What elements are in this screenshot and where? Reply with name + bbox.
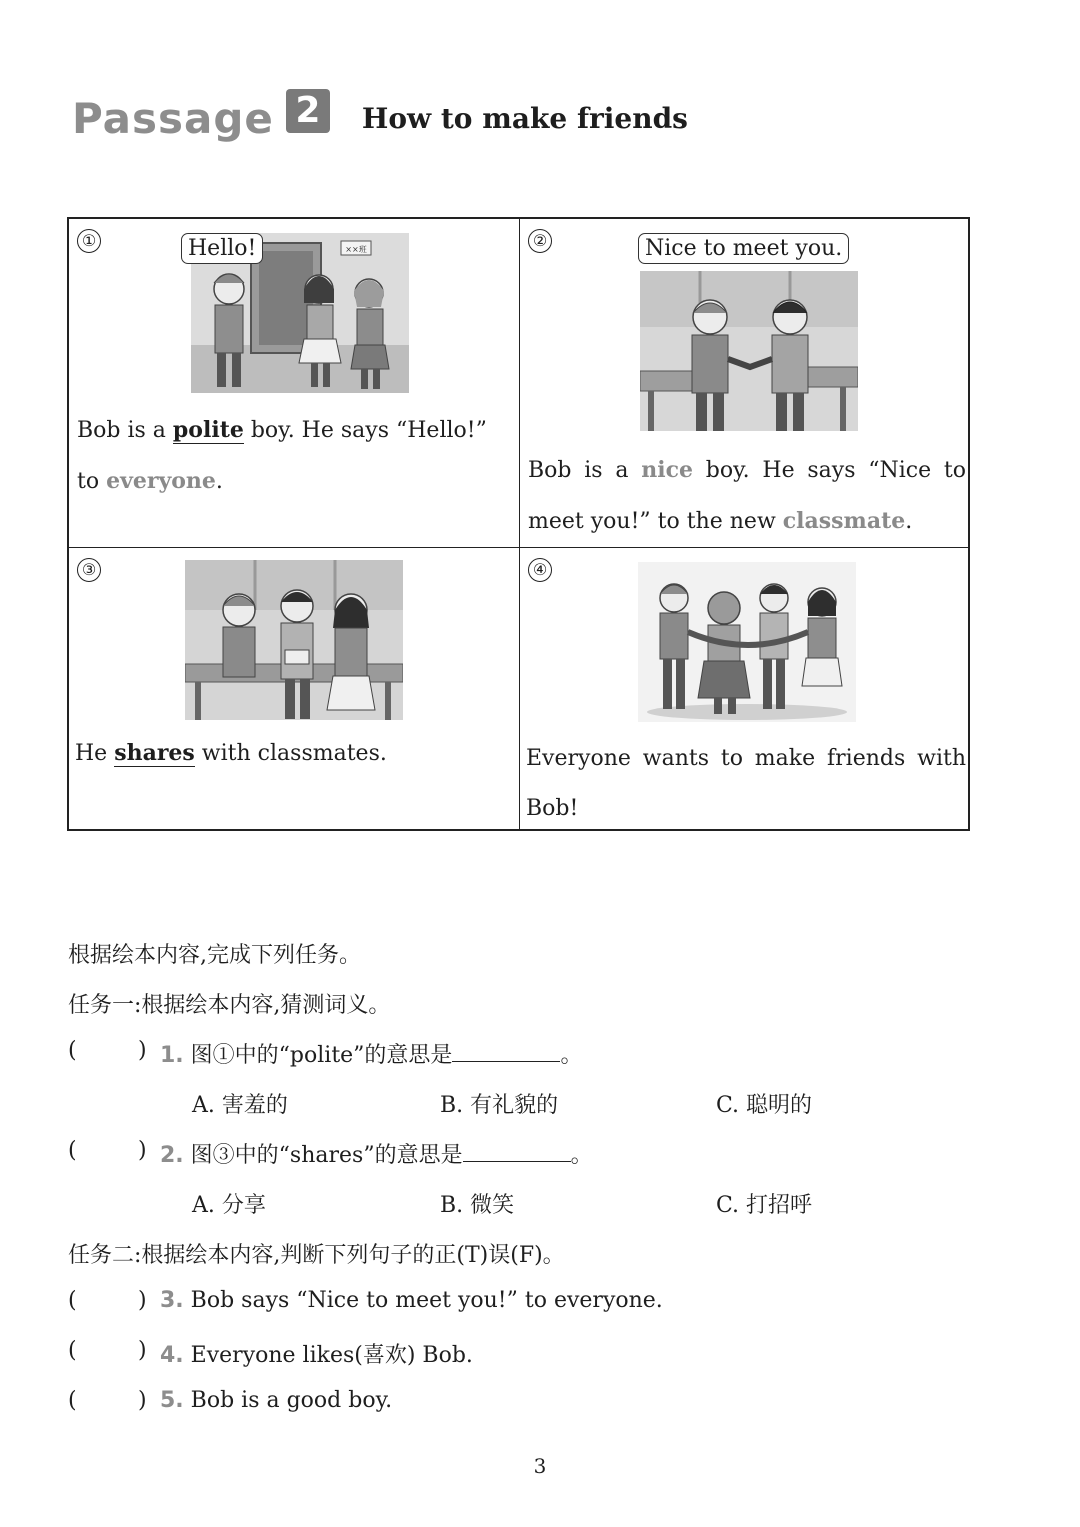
keyword-everyone: everyone bbox=[106, 468, 216, 494]
panel-number: ① bbox=[77, 229, 101, 253]
option-a[interactable]: A. 分享 bbox=[192, 1193, 266, 1218]
passage-label: Passage bbox=[72, 93, 274, 143]
passage-title: How to make friends bbox=[361, 101, 688, 135]
answer-paren[interactable]: ( ) bbox=[68, 1388, 147, 1413]
panel-number: ② bbox=[528, 229, 552, 253]
question-number: 3. bbox=[160, 1288, 184, 1313]
panel-text: Everyone wants to make friends with Bob! bbox=[526, 746, 966, 821]
passage-header bbox=[72, 88, 688, 148]
panel-text: He shares with classmates. bbox=[75, 740, 387, 766]
comic-grid bbox=[67, 217, 970, 831]
panel-text: Bob is a nice boy. He says “Nice to meet you!” to the new classmate. bbox=[528, 457, 966, 534]
panel-1 bbox=[69, 219, 520, 548]
speech-bubble: Nice to meet you. bbox=[638, 233, 849, 264]
page-number: 3 bbox=[533, 1454, 547, 1478]
class-sign-text: ××班 bbox=[345, 245, 367, 254]
task-1-title: 任务一:根据绘本内容,猜测词义。 bbox=[68, 993, 391, 1018]
panel-text: Bob is a polite boy. He says “Hello!” to everyone. bbox=[77, 417, 487, 494]
answer-paren[interactable]: ( ) bbox=[68, 1138, 147, 1163]
keyword-nice: nice bbox=[641, 457, 694, 483]
answer-blank[interactable] bbox=[463, 1160, 571, 1162]
illustration-friends-circle bbox=[638, 562, 856, 722]
panel-4 bbox=[520, 548, 968, 829]
task-intro: 根据绘本内容,完成下列任务。 bbox=[68, 943, 361, 968]
question-number: 5. bbox=[160, 1388, 184, 1413]
option-c[interactable]: C. 打招呼 bbox=[716, 1193, 813, 1218]
panel-number: ④ bbox=[528, 558, 552, 582]
question-number: 1. bbox=[160, 1043, 184, 1068]
option-a[interactable]: A. 害羞的 bbox=[192, 1093, 288, 1118]
keyword-classmate: classmate bbox=[782, 508, 906, 534]
question-number: 4. bbox=[160, 1343, 184, 1368]
illustration-sharing bbox=[185, 560, 403, 720]
task-2-title: 任务二:根据绘本内容,判断下列句子的正(T)误(F)。 bbox=[68, 1243, 565, 1268]
illustration-handshake bbox=[640, 271, 858, 431]
panel-2 bbox=[520, 219, 968, 548]
speech-bubble: Hello! bbox=[181, 233, 263, 264]
answer-paren[interactable]: ( ) bbox=[68, 1288, 147, 1313]
keyword-shares: shares bbox=[114, 740, 195, 766]
answer-paren[interactable]: ( ) bbox=[68, 1338, 147, 1363]
question-number: 2. bbox=[160, 1143, 184, 1168]
panel-number: ③ bbox=[77, 558, 101, 582]
option-c[interactable]: C. 聪明的 bbox=[716, 1093, 813, 1118]
answer-blank[interactable] bbox=[452, 1060, 560, 1062]
panel-3 bbox=[69, 548, 520, 829]
option-b[interactable]: B. 微笑 bbox=[440, 1193, 515, 1218]
passage-number-badge: 2 bbox=[286, 89, 330, 133]
keyword-polite: polite bbox=[172, 417, 244, 443]
answer-paren[interactable]: ( ) bbox=[68, 1038, 147, 1063]
option-b[interactable]: B. 有礼貌的 bbox=[440, 1093, 559, 1118]
